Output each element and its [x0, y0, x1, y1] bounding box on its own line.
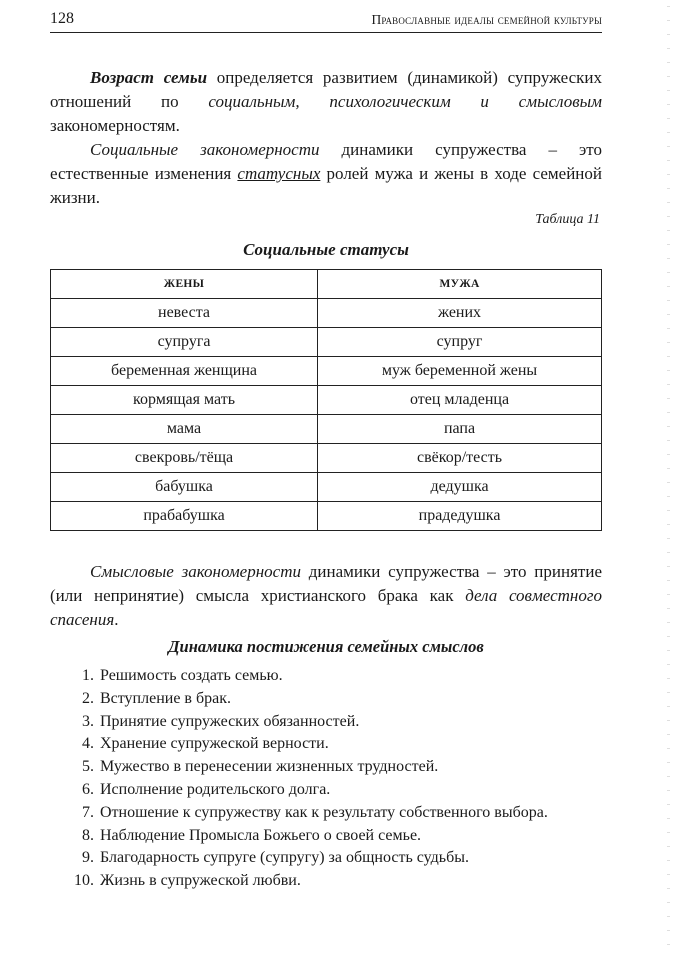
intro-italic: социальным, психологическим и смысловым	[208, 92, 602, 111]
list-item-text: Жизнь в супружеской любви.	[100, 872, 301, 890]
meaning-italic: дела совместного спасения	[50, 586, 602, 629]
list-item-text: Решимость создать семью.	[100, 667, 283, 684]
table-cell: жених	[318, 299, 602, 328]
list-item	[50, 665, 610, 688]
list-item-number: 9.	[82, 849, 94, 867]
running-title: Православные идеалы семейной культуры	[371, 12, 602, 27]
table-cell: папа	[318, 415, 602, 444]
table-cell: отец младенца	[318, 386, 602, 415]
list-item-number: 6.	[82, 780, 94, 798]
table-cell: мама	[51, 415, 318, 444]
list-item	[50, 870, 610, 893]
table-cell: бабушка	[51, 473, 318, 502]
intro-paragraph	[50, 66, 602, 138]
list-item-text: Хранение супружеской верности.	[100, 735, 329, 753]
meaning-paragraph	[50, 560, 602, 632]
social-paragraph	[50, 138, 602, 210]
table-row	[51, 444, 602, 473]
table-cell: прадедушка	[318, 502, 602, 531]
list-item-text: Наблюдение Промысла Божьего о своей семье.	[100, 826, 422, 844]
list-item-number: 10.	[74, 872, 94, 890]
table-cell: беременная женщина	[51, 357, 318, 386]
list-item	[50, 825, 610, 848]
intro-text-1: определяется развитием (динамикой) супружеских отношений по	[50, 68, 602, 111]
list-item-number: 1.	[82, 667, 94, 684]
intro-text-2: закономерностям.	[50, 116, 180, 135]
meaning-text-2: .	[114, 610, 119, 629]
table-cell: дедушка	[318, 473, 602, 502]
list-item-number: 2.	[82, 689, 94, 707]
meaning-text-1: динамики супружества – это принятие (или непринятие) смысла христианского брака как	[50, 562, 602, 605]
list-item	[50, 733, 610, 756]
list-item-text: Отношение к супружеству как к результату собственного выбора.	[100, 803, 548, 821]
list-item-number: 7.	[82, 803, 94, 821]
list-item	[50, 688, 610, 711]
list-item-number: 4.	[82, 735, 94, 753]
list-item-text: Исполнение родительского долга.	[100, 780, 331, 798]
list-item-text: Принятие супружеских обязанностей.	[100, 712, 360, 730]
list-item	[50, 779, 610, 802]
social-text-1: динамики супружества – это естественные изменения	[50, 140, 602, 183]
scan-edge-artifact	[667, 0, 670, 953]
page-number: 128	[50, 10, 74, 27]
table-cell: свекровь/тёща	[51, 444, 318, 473]
table-row	[51, 473, 602, 502]
table-row	[51, 357, 602, 386]
column-header-husbands: МУЖА	[318, 270, 602, 299]
table-cell: муж беременной жены	[318, 357, 602, 386]
list-item-text: Мужество в перенесении жизненных трудностей.	[100, 758, 439, 776]
column-header-wives: ЖЕНЫ	[51, 270, 318, 299]
table-cell: прабабушка	[51, 502, 318, 531]
table-cell: невеста	[51, 299, 318, 328]
list-item-number: 5.	[82, 758, 94, 776]
table-cell: кормящая мать	[51, 386, 318, 415]
list-item	[50, 847, 610, 870]
table-number-label: Таблица 11	[535, 212, 600, 227]
table-cell: свёкор/тесть	[318, 444, 602, 473]
table-row	[51, 299, 602, 328]
dynamics-list	[50, 665, 610, 893]
list-item-text: Вступление в брак.	[100, 689, 231, 707]
table-row	[51, 328, 602, 357]
page-header	[50, 8, 602, 33]
table-header-row	[51, 270, 602, 299]
list-item	[50, 711, 610, 734]
table-cell: супруг	[318, 328, 602, 357]
list-item-number: 8.	[82, 826, 94, 844]
underlined-word: статусных	[237, 164, 321, 183]
term-meaning-patterns: Смысловые закономерности	[90, 562, 301, 581]
list-item	[50, 802, 610, 825]
table-cell: супруга	[51, 328, 318, 357]
social-status-table	[50, 269, 602, 531]
table-row	[51, 386, 602, 415]
table-title: Социальные статусы	[243, 240, 409, 259]
table-row	[51, 502, 602, 531]
social-text-2: ролей мужа и жены в ходе семейной жизни.	[50, 164, 602, 207]
list-item-text: Благодарность супруге (супругу) за общность судьбы.	[100, 849, 469, 867]
dynamics-section-title: Динамика постижения семейных смыслов	[168, 637, 484, 656]
list-item	[50, 756, 610, 779]
term-social-patterns: Социальные закономерности	[90, 140, 320, 159]
list-item-number: 3.	[82, 712, 94, 730]
table-row	[51, 415, 602, 444]
term-family-age: Возраст семьи	[90, 68, 208, 87]
